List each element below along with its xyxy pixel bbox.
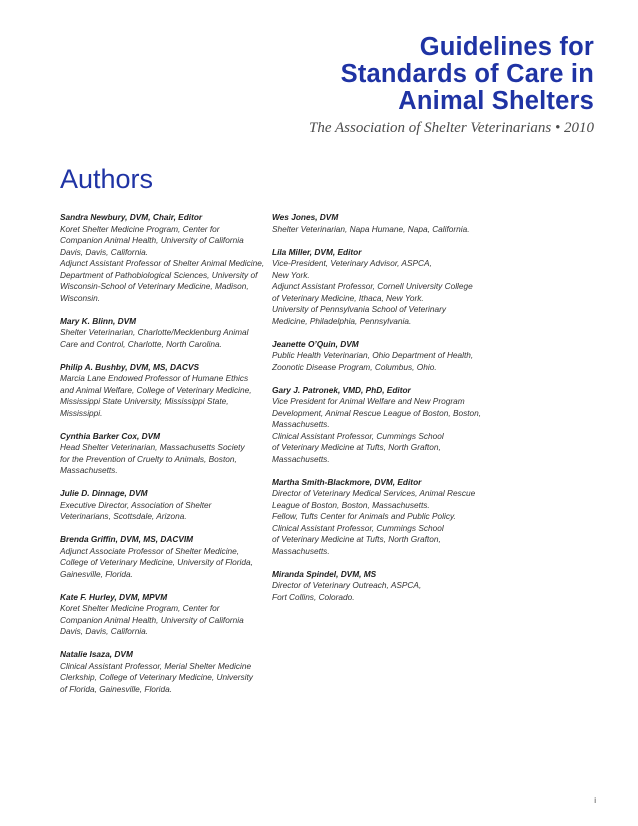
- author-affiliation-line: Massachusetts.: [272, 453, 330, 464]
- author-name: Jeanette O’Quin, DVM: [272, 338, 359, 349]
- author-affiliation-line: of Veterinary Medicine, Ithaca, New York.: [272, 292, 424, 303]
- author-affiliation-line: of Florida, Gainesville, Florida.: [60, 683, 173, 694]
- author-affiliation-line: Adjunct Assistant Professor of Shelter Animal Medicine,: [60, 258, 265, 268]
- author-affiliation-line: Department of Pathobiological Sciences, University of: [60, 269, 258, 280]
- author-affiliation-line: Massachusetts.: [60, 465, 118, 475]
- author-name: Miranda Spindel, DVM, MS: [272, 568, 377, 579]
- author-affiliation-line: Companion Animal Health, University of California: [60, 614, 244, 625]
- author-affiliation-line: Clinical Assistant Professor, Cummings School: [272, 430, 444, 441]
- author-affiliation-line: Director of Veterinary Outreach, ASPCA,: [272, 580, 422, 590]
- author-affiliation-line: League of Boston, Boston, Massachusetts.: [272, 499, 430, 510]
- author-affiliation-line: Zoonotic Disease Program, Columbus, Ohio.: [272, 361, 437, 372]
- author-affiliation-line: Medicine, Philadelphia, Pennsylvania.: [272, 315, 412, 326]
- document-title-line: Standards of Care in: [340, 60, 594, 88]
- author-affiliation-line: Wisconsin.: [60, 292, 101, 303]
- author-affiliation-line: Development, Animal Rescue League of Boston, Boston,: [272, 407, 482, 418]
- section-heading-authors: Authors: [60, 164, 154, 194]
- author-affiliation-line: Koret Shelter Medicine Program, Center for: [60, 223, 220, 234]
- author-affiliation-line: of Veterinary Medicine at Tufts, North Grafton,: [272, 442, 441, 452]
- author-affiliation-line: Public Health Veterinarian, Ohio Department of Health,: [272, 350, 474, 360]
- author-affiliation-line: New York.: [272, 269, 310, 280]
- author-affiliation-line: Vice-President, Veterinary Advisor, ASPCA,: [272, 258, 432, 268]
- author-entry: [60, 212, 265, 304]
- author-name: Brenda Griffin, DVM, MS, DACVIM: [60, 534, 194, 544]
- author-entry: [60, 316, 260, 351]
- author-name: Wes Jones, DVM: [272, 212, 339, 222]
- author-entry: [272, 477, 482, 558]
- author-name: Gary J. Patronek, VMD, PhD, Editor: [272, 384, 411, 395]
- document-title-line: Animal Shelters: [398, 87, 594, 115]
- author-name: Lila Miller, DVM, Editor: [272, 246, 362, 257]
- author-affiliation-line: Wisconsin-School of Veterinary Medicine, Madison,: [60, 281, 249, 291]
- author-entry: [60, 592, 260, 638]
- author-affiliation-line: Head Shelter Veterinarian, Massachusetts Society: [60, 442, 245, 452]
- author-affiliation-line: Vice President for Animal Welfare and New Program: [272, 396, 465, 406]
- author-affiliation-line: Shelter Veterinarian, Charlotte/Mecklenburg Animal: [60, 327, 249, 337]
- author-affiliation-line: Shelter Veterinarian, Napa Humane, Napa, California.: [272, 223, 470, 234]
- author-affiliation-line: Davis, Davis, California.: [60, 626, 149, 636]
- author-affiliation-line: Adjunct Assistant Professor, Cornell University College: [272, 281, 473, 291]
- author-entry: [272, 339, 482, 374]
- author-affiliation-line: Mississippi.: [60, 407, 103, 418]
- author-affiliation-line: Care and Control, Charlotte, North Carolina.: [60, 338, 222, 349]
- author-name: Julie D. Dinnage, DVM: [60, 488, 148, 498]
- author-affiliation-line: Koret Shelter Medicine Program, Center for: [60, 603, 220, 613]
- author-entry: [272, 247, 482, 328]
- author-entry: [60, 431, 260, 477]
- author-affiliation-line: College of Veterinary Medicine, University of Florida,: [60, 557, 253, 567]
- author-name: Philip A. Bushby, DVM, MS, DACVS: [60, 361, 200, 372]
- author-affiliation-line: Marcia Lane Endowed Professor of Humane Ethics: [60, 373, 249, 383]
- author-name: Mary K. Blinn, DVM: [60, 315, 137, 326]
- author-affiliation-line: Massachusetts.: [272, 419, 330, 429]
- document-title-block: [309, 34, 594, 137]
- author-affiliation-line: of Veterinary Medicine at Tufts, North Grafton,: [272, 534, 441, 544]
- page-number: i: [594, 796, 596, 805]
- author-entry: [272, 569, 482, 604]
- author-affiliation-line: for the Prevention of Cruelty to Animals, Boston,: [60, 453, 237, 464]
- author-affiliation-line: University of Pennsylvania School of Veterinary: [272, 304, 447, 314]
- author-entry: [60, 488, 260, 523]
- author-name: Natalie Isaza, DVM: [60, 649, 133, 659]
- document-subtitle: The Association of Shelter Veterinarians • 2010: [309, 120, 594, 136]
- author-affiliation-line: Executive Director, Association of Shelter: [60, 499, 212, 510]
- author-affiliation-line: Clerkship, College of Veterinary Medicine, University: [60, 672, 253, 682]
- author-name: Kate F. Hurley, DVM, MPVM: [60, 591, 168, 602]
- author-affiliation-line: Gainesville, Florida.: [60, 568, 133, 579]
- author-affiliation-line: and Animal Welfare, College of Veterinary Medicine,: [60, 384, 252, 395]
- author-affiliation-line: Companion Animal Health, University of California: [60, 235, 244, 245]
- author-entry: [60, 534, 260, 580]
- author-affiliation-line: Fellow, Tufts Center for Animals and Public Policy.: [272, 511, 456, 521]
- author-column-left: [60, 212, 265, 707]
- author-name: Sandra Newbury, DVM, Chair, Editor: [60, 212, 203, 222]
- author-affiliation-line: Mississippi State University, Mississippi State,: [60, 396, 229, 406]
- author-affiliation-line: Fort Collins, Colorado.: [272, 591, 355, 602]
- author-affiliation-line: Clinical Assistant Professor, Merial Shelter Medicine: [60, 660, 252, 671]
- author-affiliation-line: Director of Veterinary Medical Services, Animal Rescue: [272, 488, 476, 498]
- author-entry: [272, 212, 482, 235]
- author-name: Martha Smith-Blackmore, DVM, Editor: [272, 476, 422, 487]
- document-title-line: Guidelines for: [419, 33, 594, 61]
- author-entry: [60, 362, 260, 420]
- author-affiliation-line: Clinical Assistant Professor, Cummings School: [272, 522, 444, 533]
- author-affiliation-line: Veterinarians, Scottsdale, Arizona.: [60, 511, 187, 521]
- author-affiliation-line: Davis, Davis, California.: [60, 246, 149, 257]
- author-name: Cynthia Barker Cox, DVM: [60, 430, 161, 441]
- author-entry: [60, 649, 260, 695]
- author-affiliation-line: Massachusetts.: [272, 545, 330, 556]
- author-affiliation-line: Adjunct Associate Professor of Shelter Medicine,: [60, 545, 240, 556]
- author-column-right: [272, 212, 482, 615]
- author-entry: [272, 385, 482, 466]
